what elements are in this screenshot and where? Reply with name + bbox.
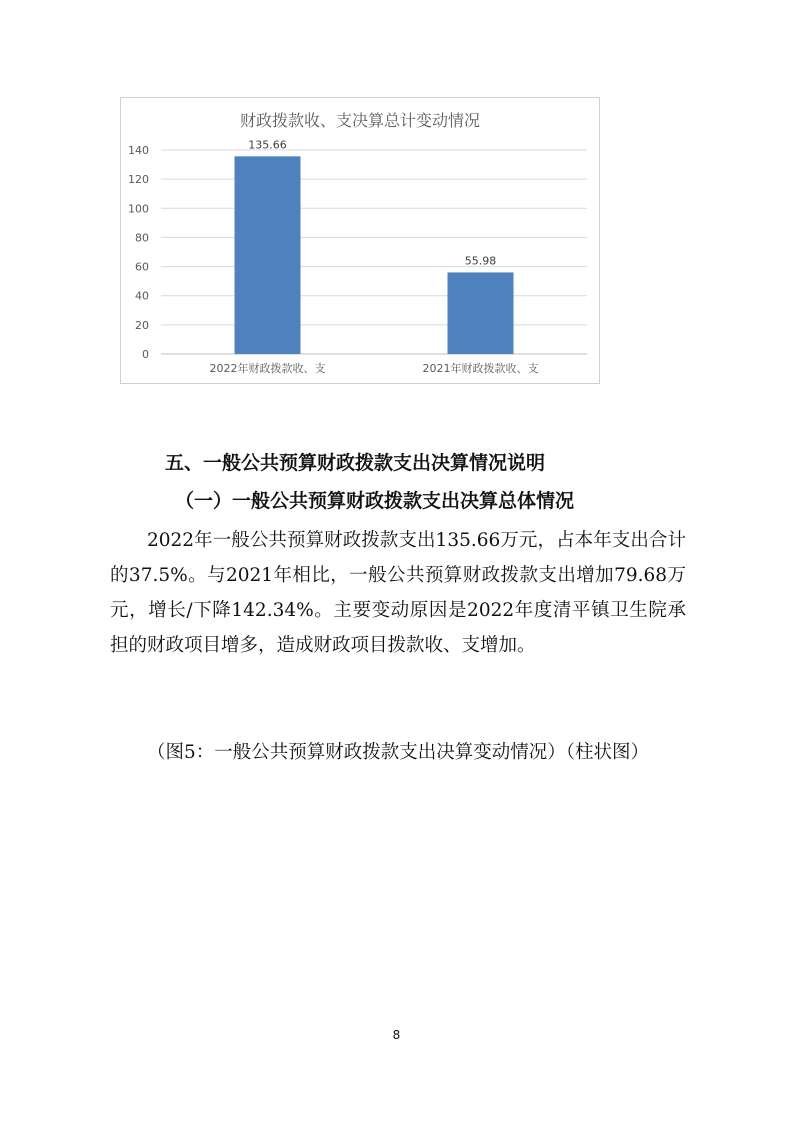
bar [235,156,301,354]
y-tick-label: 120 [128,173,149,187]
y-tick-label: 140 [128,144,149,157]
y-tick-label: 80 [135,231,149,245]
bar [448,272,514,354]
chart-canvas [121,98,599,383]
y-tick-label: 0 [142,348,149,361]
paragraph-2: （图5：一般公共预算财政拨款支出决算变动情况）（柱状图） [147,742,650,763]
y-tick-label: 60 [135,260,149,274]
page-number: 8 [392,1028,401,1042]
chart-title: 财政拨款收、支决算总计变动情况 [239,111,481,130]
y-tick-label: 40 [135,289,149,303]
y-tick-label: 20 [135,318,149,332]
bar-chart [120,97,600,384]
sub-heading: （一）一般公共预算财政拨款支出决算总体情况 [175,490,575,512]
y-tick-label: 100 [128,202,149,216]
data-label: 55.98 [464,254,497,268]
x-tick-label: 2021年财政拨款收、支 [422,362,539,375]
x-tick-label: 2022年财政拨款收、支 [209,362,326,375]
data-label: 135.66 [248,138,287,152]
paragraph-1: 2022年一般公共预算财政拨款支出135.66万元，占本年支出合计的37.5%。与2021年相比，一般公共预算财政拨款支出增加79.68万元，增长/下降142.34%。主要变动原因是2022年度清平镇卫生院承担的财政项目增多，造成财政项目拨款收、支增加。 [110,530,686,656]
paragraph-2-block [110,735,686,770]
paragraph-1-block [110,523,686,663]
section-heading: 五、一般公共预算财政拨款支出决算情况说明 [165,452,546,474]
